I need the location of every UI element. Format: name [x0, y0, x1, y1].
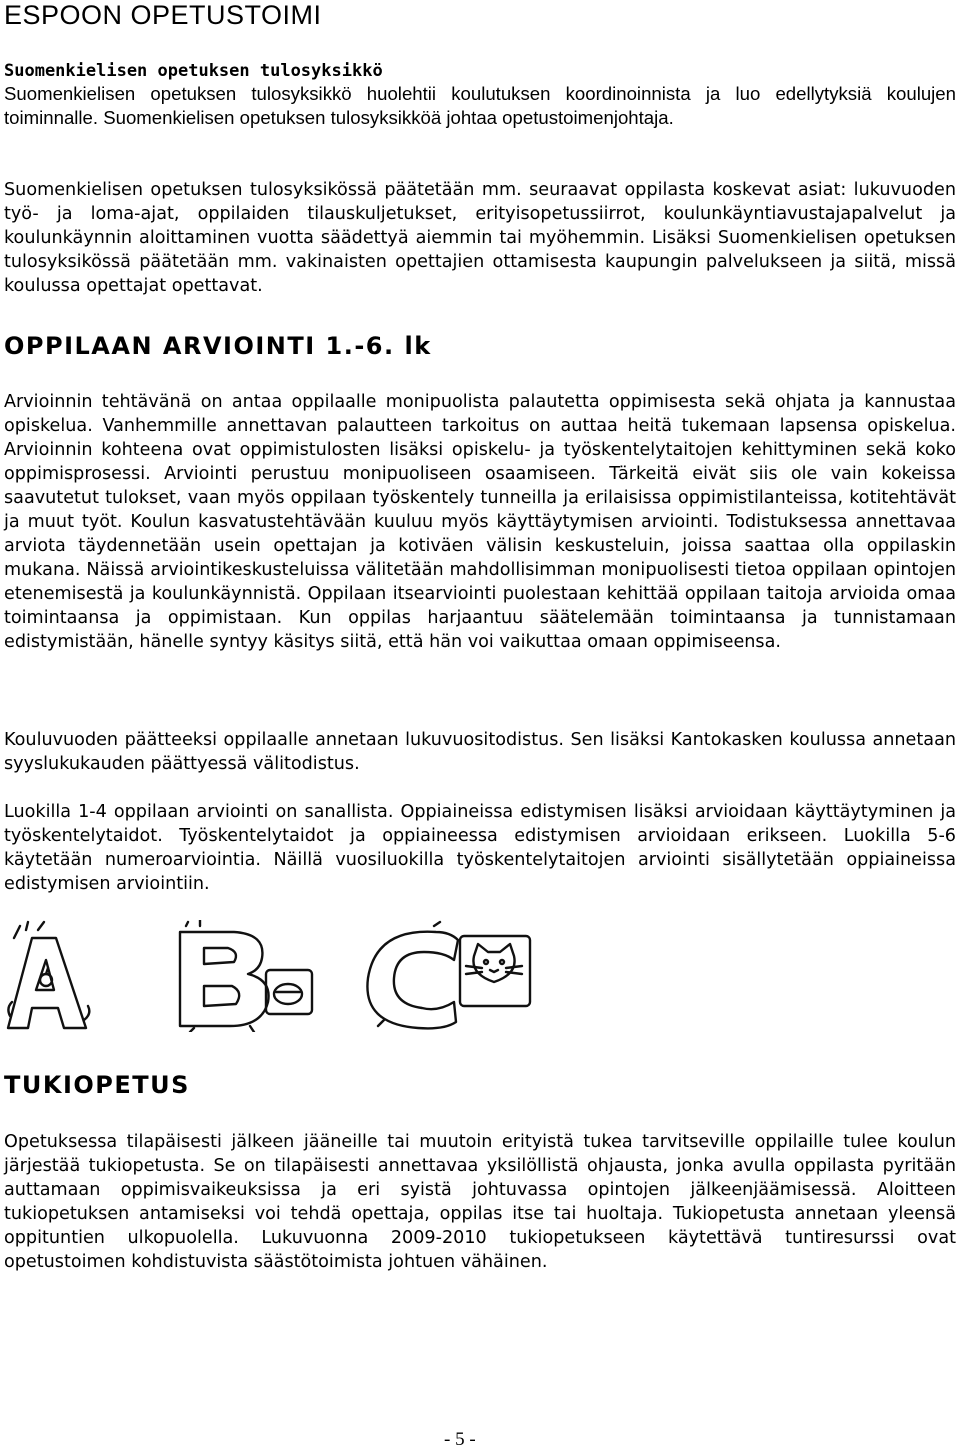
support-heading: TUKIOPETUS: [4, 1071, 190, 1099]
assessment-heading: OPPILAAN ARVIOINTI 1.-6. lk: [4, 332, 432, 360]
unit-decisions-paragraph: Suomenkielisen opetuksen tulosyksikössä päätetään mm. seuraavat oppilasta koskevat asiat: lukuvuoden työ- ja loma-ajat, oppilaiden tilauskuljetukset, erityisopetussiirrot, koulunkäyntiavustajapalvelut ja koulunkäynnin aloittaminen vuotta säädettyä aiemmin tai myöhemmin. Lisäksi Suomenkielisen opetuksen tulosyksikössä päätetään mm. vakinaisten opettajien ottamisesta kaupungin palvelukseen ja siitä, missä koulussa opettajat opettavat.: [4, 180, 956, 296]
page-number: - 5 -: [444, 1429, 476, 1450]
assessment-paragraph-3: Luokilla 1-4 oppilaan arviointi on sanallista. Oppiaineissa edistymisen lisäksi arvioidaan käyttäytyminen ja työskentelytaidot. Työskentelytaidot ja oppiaineessa edistymisen arvioidaan erikseen. Luokilla 5-6 käytetään numeroarviointia. Näillä vuosiluokilla työskentelytaitojen arviointi sisällytetään oppiaineissa edistymisen arviointiin.: [4, 802, 956, 894]
letter-c-drawing: [367, 922, 530, 1028]
unit-heading: Suomenkielisen opetuksen tulosyksikkö: [4, 61, 383, 81]
letter-a-drawing: [8, 922, 89, 1028]
abc-illustration: [4, 920, 564, 1032]
document-title: ESPOON OPETUSTOIMI: [4, 0, 322, 30]
assessment-paragraph-2: Kouluvuoden päätteeksi oppilaalle annetaan lukuvuositodistus. Sen lisäksi Kantokasken koulussa annetaan syyslukukauden päättyessä välitodistus.: [4, 730, 956, 774]
letter-b-drawing: [180, 920, 312, 1032]
support-paragraph: Opetuksessa tilapäisesti jälkeen jääneille tai muutoin erityistä tukea tarvitseville oppilaille tulee koulun järjestää tukiopetusta. Se on tilapäisesti annettavaa yksilöllistä ohjausta, jonka avulla oppilasta pyritään auttamaan oppimisvaikeuksissa ja eri syistä johtuvassa opintojen jälkeenjäämisessä. Aloitteen tukiopetuksen antamiseksi voi tehdä opettaja, oppilas itse tai huoltaja. Tukiopetusta annetaan yleensä oppituntien ulkopuolella. Lukuvuonna 2009-2010 tukiopetukseen käytettävä tuntiresurssi ovat opetustoimen kohdistuvista säästötoimista johtuen vähäinen.: [4, 1132, 956, 1272]
unit-intro-paragraph: Suomenkielisen opetuksen tulosyksikkö huolehtii koulutuksen koordinoinnista ja luo edellytyksiä koulujen toiminnalle. Suomenkielisen opetuksen tulosyksikköä johtaa opetustoimenjohtaja.: [4, 83, 956, 128]
assessment-paragraph-1: Arvioinnin tehtävänä on antaa oppilaalle monipuolista palautetta oppimisesta sekä ohjata ja kannustaa opiskelua. Vanhemmille annettavan palautteen tarkoitus on auttaa heitä tukemaan lapsensa opiskelua. Arvioinnin kohteena ovat oppimistulosten lisäksi opiskelu- ja työskentelytaitojen kehittyminen sekä koko oppimisprosessi. Arviointi perustuu monipuoliseen osaamiseen. Tärkeitä eivät siis ole vain kokeissa saavutetut tulokset, vaan myös oppilaan työskentely tunneilla ja erilaisissa oppimistilanteissa, kotitehtävät ja muut työt. Koulun kasvatustehtävään kuuluu myös käyttäytymisen arviointi. Todistuksessa annettavaa arviota täydennetään usein opettajan ja kotiväen välisin keskusteluin, joissa saattaa olla oppilaskin mukana. Näissä arviointikeskusteluissa välitetään mahdollisimman monipuolisesti tietoa oppilaan opintojen etenemisestä ja koulunkäynnistä. Oppilaan itsearviointi puolestaan kehittää oppilaan taitoja arvioida omaa toimintaansa ja oppimistaan. Kun oppilas harjaantuu säätelemään toimintaansa ja tunnistamaan edistymistään, hänelle syntyy käsitys siitä, että hän voi vaikuttaa omaan oppimiseensa.: [4, 392, 956, 652]
